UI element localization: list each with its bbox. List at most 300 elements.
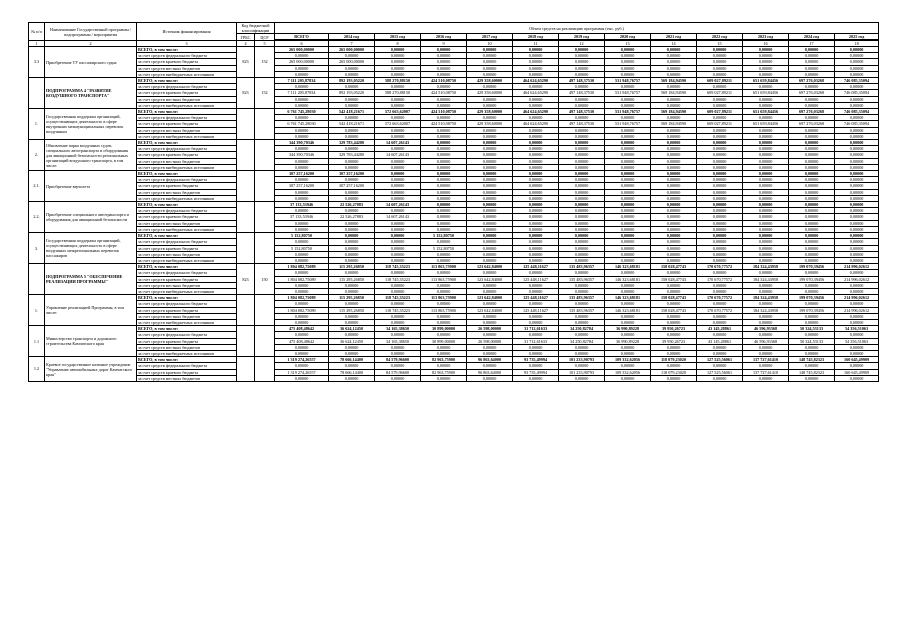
amount-cell: 0,00000 <box>329 332 375 338</box>
amount-cell: 0,00000 <box>513 47 559 53</box>
amount-cell: 14 607,26143 <box>375 152 421 158</box>
amount-cell: 0,00000 <box>605 233 651 239</box>
amount-cell: 0,00000 <box>513 220 559 226</box>
amount-cell: 0,00000 <box>743 208 789 214</box>
header-column-number: 8 <box>375 41 421 47</box>
amount-cell: 0,00000 <box>835 288 879 294</box>
amount-cell: 148 745,82323 <box>789 357 835 363</box>
amount-cell: 36 624,12450 <box>329 338 375 344</box>
amount-cell: 0,00000 <box>559 202 605 208</box>
funding-source: за счет средств краевого бюджета <box>137 338 237 344</box>
amount-cell: 0,00000 <box>697 146 743 152</box>
amount-cell: 0,00000 <box>467 319 513 325</box>
amount-cell: 0,00000 <box>789 115 835 121</box>
amount-cell: 0,00000 <box>605 220 651 226</box>
amount-cell: 0,00000 <box>789 344 835 350</box>
amount-cell: 0,00000 <box>697 319 743 325</box>
amount-cell: 0,00000 <box>329 189 375 195</box>
amount-cell: 0,00000 <box>651 332 697 338</box>
amount-cell: 37 133,53946 <box>275 202 329 208</box>
amount-cell: 0,00000 <box>467 251 513 257</box>
amount-cell: 0,00000 <box>835 177 879 183</box>
amount-cell: 0,00000 <box>651 127 697 133</box>
table-header <box>29 23 879 47</box>
amount-cell: 0,00000 <box>697 257 743 263</box>
header-name: Наименование Государственной программы / подпрограммы / мероприятия <box>45 23 137 41</box>
amount-cell: 0,00000 <box>789 288 835 294</box>
amount-cell: 0,00000 <box>789 282 835 288</box>
amount-cell: 0,00000 <box>275 344 329 350</box>
amount-cell: 0,00000 <box>421 251 467 257</box>
amount-cell: 0,00000 <box>697 251 743 257</box>
funding-source: за счет средств федерального бюджета <box>137 208 237 214</box>
grbs-code <box>237 140 255 171</box>
amount-cell: 115 295,26850 <box>329 276 375 282</box>
amount-cell: 0,00000 <box>651 133 697 139</box>
amount-cell: 0,00000 <box>329 375 375 381</box>
amount-cell: 0,00000 <box>835 208 879 214</box>
amount-cell: 184 324,43958 <box>743 276 789 282</box>
amount-cell: 0,00000 <box>743 47 789 53</box>
amount-cell: 0,00000 <box>421 220 467 226</box>
amount-cell: 0,00000 <box>275 301 329 307</box>
amount-cell: 0,00000 <box>605 84 651 90</box>
amount-cell: 0,00000 <box>329 84 375 90</box>
header-column-number: 3 <box>137 41 237 47</box>
amount-cell: 0,00000 <box>375 158 421 164</box>
amount-cell: 0,00000 <box>513 115 559 121</box>
amount-cell: 0,00000 <box>743 177 789 183</box>
amount-cell: 0,00000 <box>789 84 835 90</box>
amount-cell: 78 666,14400 <box>329 357 375 363</box>
amount-cell: 199 070,39456 <box>789 276 835 282</box>
amount-cell: 0,00000 <box>743 171 789 177</box>
amount-cell: 424 510,08750 <box>421 121 467 127</box>
funding-source: ВСЕГО, в том числе: <box>137 78 237 84</box>
amount-cell: 0,00000 <box>467 102 513 108</box>
amount-cell: 0,00000 <box>375 133 421 139</box>
amount-cell: 0,00000 <box>651 59 697 65</box>
grbs-code <box>237 171 255 202</box>
amount-cell: 0,00000 <box>329 282 375 288</box>
amount-cell: 0,00000 <box>329 102 375 108</box>
amount-cell: 0,00000 <box>375 164 421 170</box>
funding-source: за счет средств краевого бюджета <box>137 369 237 375</box>
amount-cell: 0,00000 <box>651 177 697 183</box>
amount-cell: 0,00000 <box>743 251 789 257</box>
amount-cell: 135 483,96357 <box>559 276 605 282</box>
amount-cell: 0,00000 <box>789 332 835 338</box>
amount-cell: 109 332,62056 <box>605 369 651 375</box>
amount-cell: 697 276,03268 <box>789 78 835 84</box>
amount-cell: 0,00000 <box>275 65 329 71</box>
header-column-number: 15 <box>697 41 743 47</box>
amount-cell: 0,00000 <box>467 133 513 139</box>
funding-source: ВСЕГО, в том числе: <box>137 171 237 177</box>
amount-cell: 0,00000 <box>651 146 697 152</box>
funding-source: за счет средств федерального бюджета <box>137 84 237 90</box>
amount-cell: 0,00000 <box>651 257 697 263</box>
amount-cell: 0,00000 <box>697 344 743 350</box>
amount-cell: 0,00000 <box>697 214 743 220</box>
amount-cell: 0,00000 <box>375 282 421 288</box>
amount-cell: 0,00000 <box>789 65 835 71</box>
amount-cell: 0,00000 <box>743 183 789 189</box>
amount-cell: 0,00000 <box>743 301 789 307</box>
amount-cell: 0,00000 <box>513 239 559 245</box>
header-column-number: 6 <box>275 41 329 47</box>
amount-cell: 0,00000 <box>513 214 559 220</box>
amount-cell: 0,00000 <box>651 251 697 257</box>
header-grbs: ГРБС <box>237 34 255 41</box>
amount-cell: 0,00000 <box>651 233 697 239</box>
amount-cell: 0,00000 <box>467 233 513 239</box>
amount-cell: 0,00000 <box>329 239 375 245</box>
amount-cell: 0,00000 <box>789 152 835 158</box>
amount-cell: 892 193,05220 <box>329 90 375 96</box>
amount-cell: 0,00000 <box>559 65 605 71</box>
amount-cell: 0,00000 <box>743 102 789 108</box>
amount-cell: 0,00000 <box>697 195 743 201</box>
program-name: Краевое государственное казенное учреждение "Управление автомобильных дорог Камчатского края" <box>45 357 137 382</box>
amount-cell: 36 990,89228 <box>605 326 651 332</box>
amount-cell: 0,00000 <box>467 96 513 102</box>
amount-cell: 0,00000 <box>559 257 605 263</box>
amount-cell: 0,00000 <box>559 208 605 214</box>
header-column-number: 14 <box>651 41 697 47</box>
amount-cell: 0,00000 <box>743 214 789 220</box>
amount-cell: 0,00000 <box>559 251 605 257</box>
amount-cell: 0,00000 <box>275 127 329 133</box>
amount-cell: 609 027,89211 <box>697 109 743 115</box>
amount-cell: 0,00000 <box>697 84 743 90</box>
amount-cell: 118 745,35223 <box>375 307 421 313</box>
amount-cell: 0,00000 <box>605 96 651 102</box>
amount-cell: 50 324,53133 <box>789 338 835 344</box>
amount-cell: 464 624,65290 <box>513 109 559 115</box>
amount-cell: 14 607,26143 <box>375 140 421 146</box>
amount-cell: 0,00000 <box>467 202 513 208</box>
amount-cell: 0,00000 <box>743 288 789 294</box>
header-year: 2019 год <box>559 34 605 40</box>
amount-cell: 0,00000 <box>559 71 605 77</box>
amount-cell: 0,00000 <box>789 102 835 108</box>
amount-cell: 424 510,08750 <box>421 109 467 115</box>
amount-cell: 0,00000 <box>421 171 467 177</box>
amount-cell: 0,00000 <box>605 288 651 294</box>
amount-cell: 0,00000 <box>651 84 697 90</box>
csr-code <box>255 202 275 233</box>
amount-cell: 0,00000 <box>789 140 835 146</box>
amount-cell: 0,00000 <box>329 363 375 369</box>
amount-cell: 0,00000 <box>835 245 879 251</box>
amount-cell: 0,00000 <box>375 115 421 121</box>
amount-cell: 0,00000 <box>421 47 467 53</box>
amount-cell: 0,00000 <box>421 226 467 232</box>
amount-cell: 0,00000 <box>697 208 743 214</box>
amount-cell: 0,00000 <box>789 233 835 239</box>
amount-cell: 0,00000 <box>467 152 513 158</box>
amount-cell: 0,00000 <box>789 270 835 276</box>
amount-cell: 84 579,96600 <box>375 369 421 375</box>
amount-cell: 0,00000 <box>789 319 835 325</box>
amount-cell: 0,00000 <box>421 102 467 108</box>
amount-cell: 54 356,51063 <box>835 326 879 332</box>
header-year: 2014 год <box>329 34 375 40</box>
row-number: 1.2 <box>29 357 45 382</box>
amount-cell: 0,00000 <box>421 84 467 90</box>
funding-source: за счет средств краевого бюджета <box>137 90 237 96</box>
header-year: 2018 год <box>513 34 559 40</box>
amount-cell: 329 783,44280 <box>329 140 375 146</box>
amount-cell: 0,00000 <box>835 350 879 356</box>
amount-cell: 0,00000 <box>421 363 467 369</box>
amount-cell: 0,00000 <box>513 152 559 158</box>
amount-cell: 0,00000 <box>513 195 559 201</box>
amount-cell: 0,00000 <box>467 313 513 319</box>
amount-cell: 146 323,68181 <box>605 307 651 313</box>
grbs-code <box>237 357 255 382</box>
amount-cell: 0,00000 <box>375 177 421 183</box>
amount-cell: 0,00000 <box>651 245 697 251</box>
funding-source: за счет средств внебюджетных источников <box>137 195 237 201</box>
amount-cell: 0,00000 <box>513 344 559 350</box>
amount-cell: 0,00000 <box>275 226 329 232</box>
amount-cell: 746 085,35094 <box>835 109 879 115</box>
amount-cell: 0,00000 <box>513 270 559 276</box>
amount-cell: 0,00000 <box>743 233 789 239</box>
amount-cell: 118 079,23020 <box>651 357 697 363</box>
amount-cell: 0,00000 <box>559 239 605 245</box>
amount-cell: 0,00000 <box>835 319 879 325</box>
amount-cell: 0,00000 <box>651 47 697 53</box>
amount-cell: 0,00000 <box>743 189 789 195</box>
amount-cell: 0,00000 <box>697 127 743 133</box>
amount-cell: 0,00000 <box>421 140 467 146</box>
amount-cell: 0,00000 <box>835 270 879 276</box>
header-column-number: 16 <box>743 41 789 47</box>
amount-cell: 0,00000 <box>605 183 651 189</box>
amount-cell: 0,00000 <box>789 208 835 214</box>
funding-source: за счет средств местных бюджетов <box>137 220 237 226</box>
amount-cell: 0,00000 <box>651 53 697 59</box>
amount-cell: 0,00000 <box>605 115 651 121</box>
amount-cell: 0,00000 <box>467 350 513 356</box>
amount-cell: 0,00000 <box>743 71 789 77</box>
amount-cell: 43 145,28861 <box>697 326 743 332</box>
amount-cell: 0,00000 <box>835 127 879 133</box>
amount-cell: 0,00000 <box>605 226 651 232</box>
amount-cell: 0,00000 <box>697 288 743 294</box>
amount-cell: 0,00000 <box>835 226 879 232</box>
amount-cell: 0,00000 <box>559 226 605 232</box>
amount-cell: 82 963,75900 <box>421 357 467 363</box>
amount-cell: 7 111 205,87834 <box>275 78 329 84</box>
amount-cell: 0,00000 <box>743 65 789 71</box>
amount-cell: 54 356,51063 <box>835 338 879 344</box>
amount-cell: 0,00000 <box>421 158 467 164</box>
amount-cell: 697 276,03268 <box>789 121 835 127</box>
amount-cell: 569 184,94590 <box>651 121 697 127</box>
amount-cell: 0,00000 <box>835 183 879 189</box>
amount-cell: 0,00000 <box>467 220 513 226</box>
amount-cell: 0,00000 <box>605 146 651 152</box>
amount-cell: 0,00000 <box>835 102 879 108</box>
amount-cell: 0,00000 <box>421 375 467 381</box>
amount-cell: 0,00000 <box>605 152 651 158</box>
program-name: Управление реализацией Программы, в том числе: <box>45 295 137 326</box>
program-name: Приобретение вертолета <box>45 171 137 202</box>
amount-cell: 0,00000 <box>421 350 467 356</box>
budget-table <box>28 22 879 382</box>
amount-cell: 0,00000 <box>467 214 513 220</box>
amount-cell: 158 028,47743 <box>651 276 697 282</box>
amount-cell: 123 642,84000 <box>467 276 513 282</box>
amount-cell: 0,00000 <box>513 102 559 108</box>
amount-cell: 0,00000 <box>467 115 513 121</box>
amount-cell: 0,00000 <box>329 133 375 139</box>
amount-cell: 199 070,39456 <box>789 295 835 301</box>
program-name: Приобретение специального автотранспорта и оборудования для авиационной безопасности <box>45 202 137 233</box>
amount-cell: 0,00000 <box>513 59 559 65</box>
amount-cell: 0,00000 <box>651 202 697 208</box>
amount-cell: 1 319 274,26557 <box>275 357 329 363</box>
amount-cell: 0,00000 <box>421 71 467 77</box>
funding-source: за счет средств федерального бюджета <box>137 363 237 369</box>
amount-cell: 429 358,60000 <box>467 121 513 127</box>
amount-cell: 0,00000 <box>789 177 835 183</box>
amount-cell: 0,00000 <box>421 344 467 350</box>
amount-cell: 0,00000 <box>697 233 743 239</box>
amount-cell: 0,00000 <box>559 84 605 90</box>
funding-source: за счет средств краевого бюджета <box>137 276 237 282</box>
amount-cell: 0,00000 <box>651 65 697 71</box>
row-number: 1. <box>29 109 45 140</box>
amount-cell: 0,00000 <box>835 257 879 263</box>
amount-cell: 892 193,05220 <box>329 78 375 84</box>
amount-cell: 0,00000 <box>743 363 789 369</box>
amount-cell: 0,00000 <box>559 189 605 195</box>
amount-cell: 1 804 082,75089 <box>275 307 329 313</box>
amount-cell: 0,00000 <box>421 195 467 201</box>
amount-cell: 0,00000 <box>375 208 421 214</box>
amount-cell: 0,00000 <box>835 195 879 201</box>
amount-cell: 0,00000 <box>605 71 651 77</box>
amount-cell: 0,00000 <box>835 233 879 239</box>
amount-cell: 0,00000 <box>605 332 651 338</box>
header-kbk: Код бюджетной классификации <box>237 23 275 34</box>
amount-cell: 184 324,43958 <box>743 264 789 270</box>
amount-cell: 0,00000 <box>329 344 375 350</box>
amount-cell: 31 712,61633 <box>513 338 559 344</box>
amount-cell: 0,00000 <box>375 301 421 307</box>
amount-cell: 0,00000 <box>605 375 651 381</box>
amount-cell: 0,00000 <box>651 214 697 220</box>
amount-cell: 0,00000 <box>421 53 467 59</box>
amount-cell: 0,00000 <box>605 65 651 71</box>
amount-cell: 0,00000 <box>835 313 879 319</box>
csr-code <box>255 233 275 264</box>
amount-cell: 0,00000 <box>697 71 743 77</box>
amount-cell: 0,00000 <box>697 350 743 356</box>
amount-cell: 0,00000 <box>375 65 421 71</box>
amount-cell: 307 257,16200 <box>329 171 375 177</box>
amount-cell: 0,00000 <box>329 158 375 164</box>
amount-cell: 0,00000 <box>835 344 879 350</box>
amount-cell: 0,00000 <box>329 257 375 263</box>
amount-cell: 0,00000 <box>651 363 697 369</box>
budget-table-sheet <box>28 22 878 572</box>
amount-cell: 0,00000 <box>605 189 651 195</box>
amount-cell: 0,00000 <box>697 363 743 369</box>
amount-cell: 82 963,75900 <box>421 369 467 375</box>
amount-cell: 96 863,64000 <box>467 369 513 375</box>
amount-cell: 0,00000 <box>559 301 605 307</box>
amount-cell: 0,00000 <box>697 313 743 319</box>
program-name: Приобретение ТУ пассажирского судна <box>45 47 137 78</box>
amount-cell: 39 950,26723 <box>651 338 697 344</box>
amount-cell: 31 712,61633 <box>513 326 559 332</box>
header-column-number: 7 <box>329 41 375 47</box>
amount-cell: 746 085,35094 <box>835 78 879 84</box>
amount-cell: 542 418,21671 <box>329 121 375 127</box>
amount-cell: 46 596,93368 <box>743 326 789 332</box>
amount-cell: 0,00000 <box>789 375 835 381</box>
amount-cell: 0,00000 <box>605 344 651 350</box>
amount-cell: 0,00000 <box>375 127 421 133</box>
amount-cell: 0,00000 <box>467 226 513 232</box>
amount-cell: 0,00000 <box>329 208 375 214</box>
amount-cell: 531 948,76757 <box>605 109 651 115</box>
amount-cell: 135 483,96357 <box>559 295 605 301</box>
amount-cell: 0,00000 <box>559 313 605 319</box>
row-number: 3.3 <box>29 47 45 78</box>
amount-cell: 0,00000 <box>835 363 879 369</box>
amount-cell: 0,00000 <box>559 214 605 220</box>
amount-cell: 0,00000 <box>513 133 559 139</box>
amount-cell: 0,00000 <box>651 189 697 195</box>
amount-cell: 7 111 205,87834 <box>275 90 329 96</box>
amount-cell: 0,00000 <box>513 245 559 251</box>
amount-cell: 0,00000 <box>421 59 467 65</box>
amount-cell: 429 358,60000 <box>467 78 513 84</box>
amount-cell: 0,00000 <box>651 183 697 189</box>
amount-cell: 0,00000 <box>275 133 329 139</box>
amount-cell: 0,00000 <box>651 102 697 108</box>
amount-cell: 265 000,00000 <box>275 47 329 53</box>
amount-cell: 0,00000 <box>651 195 697 201</box>
funding-source: за счет средств местных бюджетов <box>137 375 237 381</box>
amount-cell: 424 510,08750 <box>421 78 467 84</box>
amount-cell: 0,00000 <box>605 239 651 245</box>
header-year: 2025 год <box>835 34 879 40</box>
amount-cell: 0,00000 <box>467 47 513 53</box>
amount-cell: 1 804 082,75089 <box>275 276 329 282</box>
amount-cell: 0,00000 <box>697 47 743 53</box>
amount-cell: 0,00000 <box>329 233 375 239</box>
amount-cell: 424 510,08750 <box>421 90 467 96</box>
amount-cell: 0,00000 <box>421 288 467 294</box>
amount-cell: 0,00000 <box>651 140 697 146</box>
amount-cell: 0,00000 <box>605 158 651 164</box>
amount-cell: 0,00000 <box>467 140 513 146</box>
amount-cell: 0,00000 <box>835 47 879 53</box>
amount-cell: 497 148,37530 <box>559 109 605 115</box>
amount-cell: 497 148,37530 <box>559 78 605 84</box>
amount-cell: 115 295,26850 <box>329 264 375 270</box>
funding-source: за счет средств местных бюджетов <box>137 282 237 288</box>
amount-cell: 569 184,94590 <box>651 109 697 115</box>
